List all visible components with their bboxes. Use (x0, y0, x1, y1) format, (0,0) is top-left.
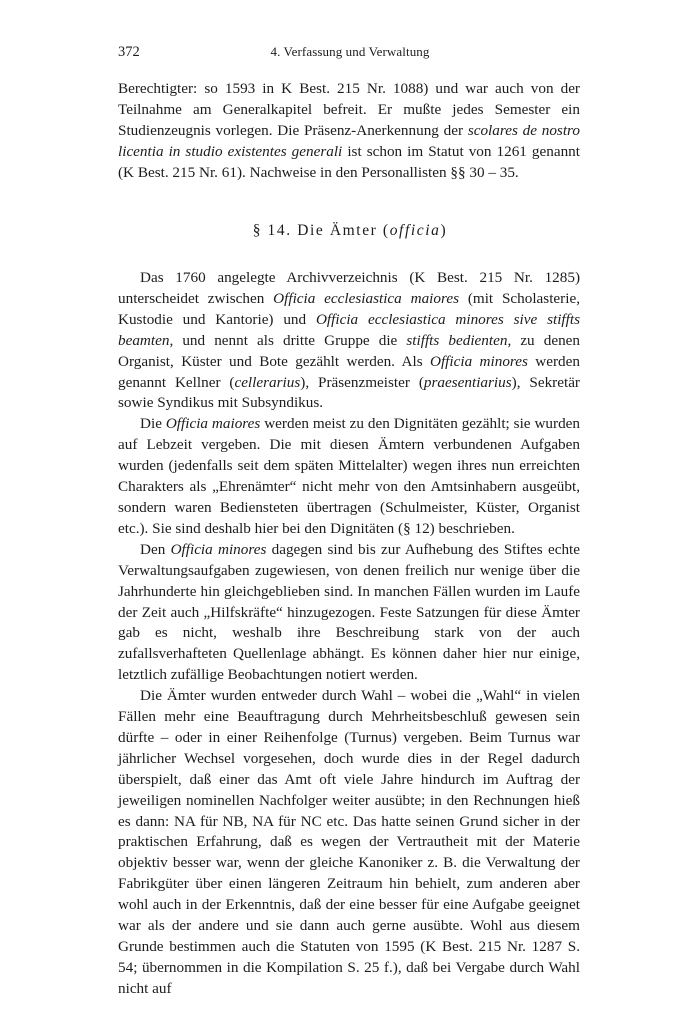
paragraph: Die Officia maiores werden meist zu den Dignitäten gezählt; sie wurden auf Lebzeit vergeben. Die mit diesen Ämtern verbundenen Aufgaben wurden (jedenfalls seit dem späten Mittelalter) wegen ihres nun erreichten Charakters als „Ehrenämter“ nicht mehr von den Amtsinhabern ausgeübt, sondern waren Bediensteten übertragen (Schulmeister, Küster, Organist etc.). Sie sind deshalb hier bei den Dignitäten (§ 12) beschrieben. (118, 415, 580, 537)
section-body (118, 268, 580, 1000)
page-number: 372 (118, 44, 140, 60)
paragraph: Den Officia minores dagegen sind bis zur Aufhebung des Stiftes echte Verwaltungsaufgaben zugewiesen, von denen freilich nur wenige über die Jahrhunderte hin gleichgeblieben sind. In manchen Fällen wurden im Laufe der Zeit auch „Hilfskräfte“ hinzugezogen. Feste Satzungen für diese Ämter gab es nicht, weshalb ihre Beschreibung stark von der auch zufallsverhafteten Quellenlage abhängt. Es können daher hier nur einige, letztlich zufällige Beobachtungen notiert werden. (118, 540, 580, 684)
paragraph: Das 1760 angelegte Archivverzeichnis (K Best. 215 Nr. 1285) unterscheidet zwischen Officia ecclesiastica maiores (mit Scholasterie, Kustodie und Kantorie) und Officia ecclesiastica minores sive stiffts beamten, und nennt als dritte Gruppe die stiffts bedienten, zu denen Organist, Küster und Bote gezählt werden. Als Officia minores werden genannt Kellner (cellerarius), Präsenzmeister (praesentiarius), Sekretär sowie Syndikus mit Subsyndikus. (118, 269, 580, 412)
top-text-block (118, 79, 580, 184)
paragraph: Die Ämter wurden entweder durch Wahl – wobei die „Wahl“ in vielen Fällen mehr eine Beauftragung durch Mehrheitsbeschluß gewesen sein dürfte – oder in einer Reihenfolge (Turnus) vergeben. Beim Turnus war jährlicher Wechsel vorgesehen, doch wurde dies in der Regel dadurch überspielt, daß einer das Amt oft viele Jahre hindurch im Auftrag der jeweiligen nominellen Nachfolger weiter ausübte; in den Rechnungen hieß es dann: NA für NB, NA für NC etc. Das hatte seinen Grund sicher in der praktischen Erfahrung, daß es wegen der Vertrautheit mit der Materie objektiv besser war, wenn der gleiche Kanoniker z. B. die Verwaltung der Fabrikgüter über einen längeren Zeitraum hin behielt, zum anderen aber wohl auch in der Erkenntnis, daß der eine besser für eine Aufgabe geeignet war als der andere und sie dann auch gerne ausübte. Wohl aus diesem Grunde bestimmen auch die Statuten von 1595 (K Best. 215 Nr. 1287 S. 54; übernommen in die Kompilation S. 25 f.), daß bei Vergabe durch Wahl nicht auf (118, 687, 580, 997)
running-head: 4. Verfassung und Verwaltung (270, 44, 430, 59)
carryover-paragraph: Berechtigter: so 1593 in K Best. 215 Nr. 1088) und war auch von der Teilnahme am Generalkapitel befreit. Er mußte jedes Semester ein Studienzeugnis vorlegen. Die Präsenz-Anerkennung der scolares de nostro licentia in studio existentes generali ist schon im Statut von 1261 genannt (K Best. 215 Nr. 61). Nachweise in den Personallisten §§ 30 – 35. (118, 80, 580, 181)
section-heading: § 14. Die Ämter (officia) (252, 222, 448, 239)
